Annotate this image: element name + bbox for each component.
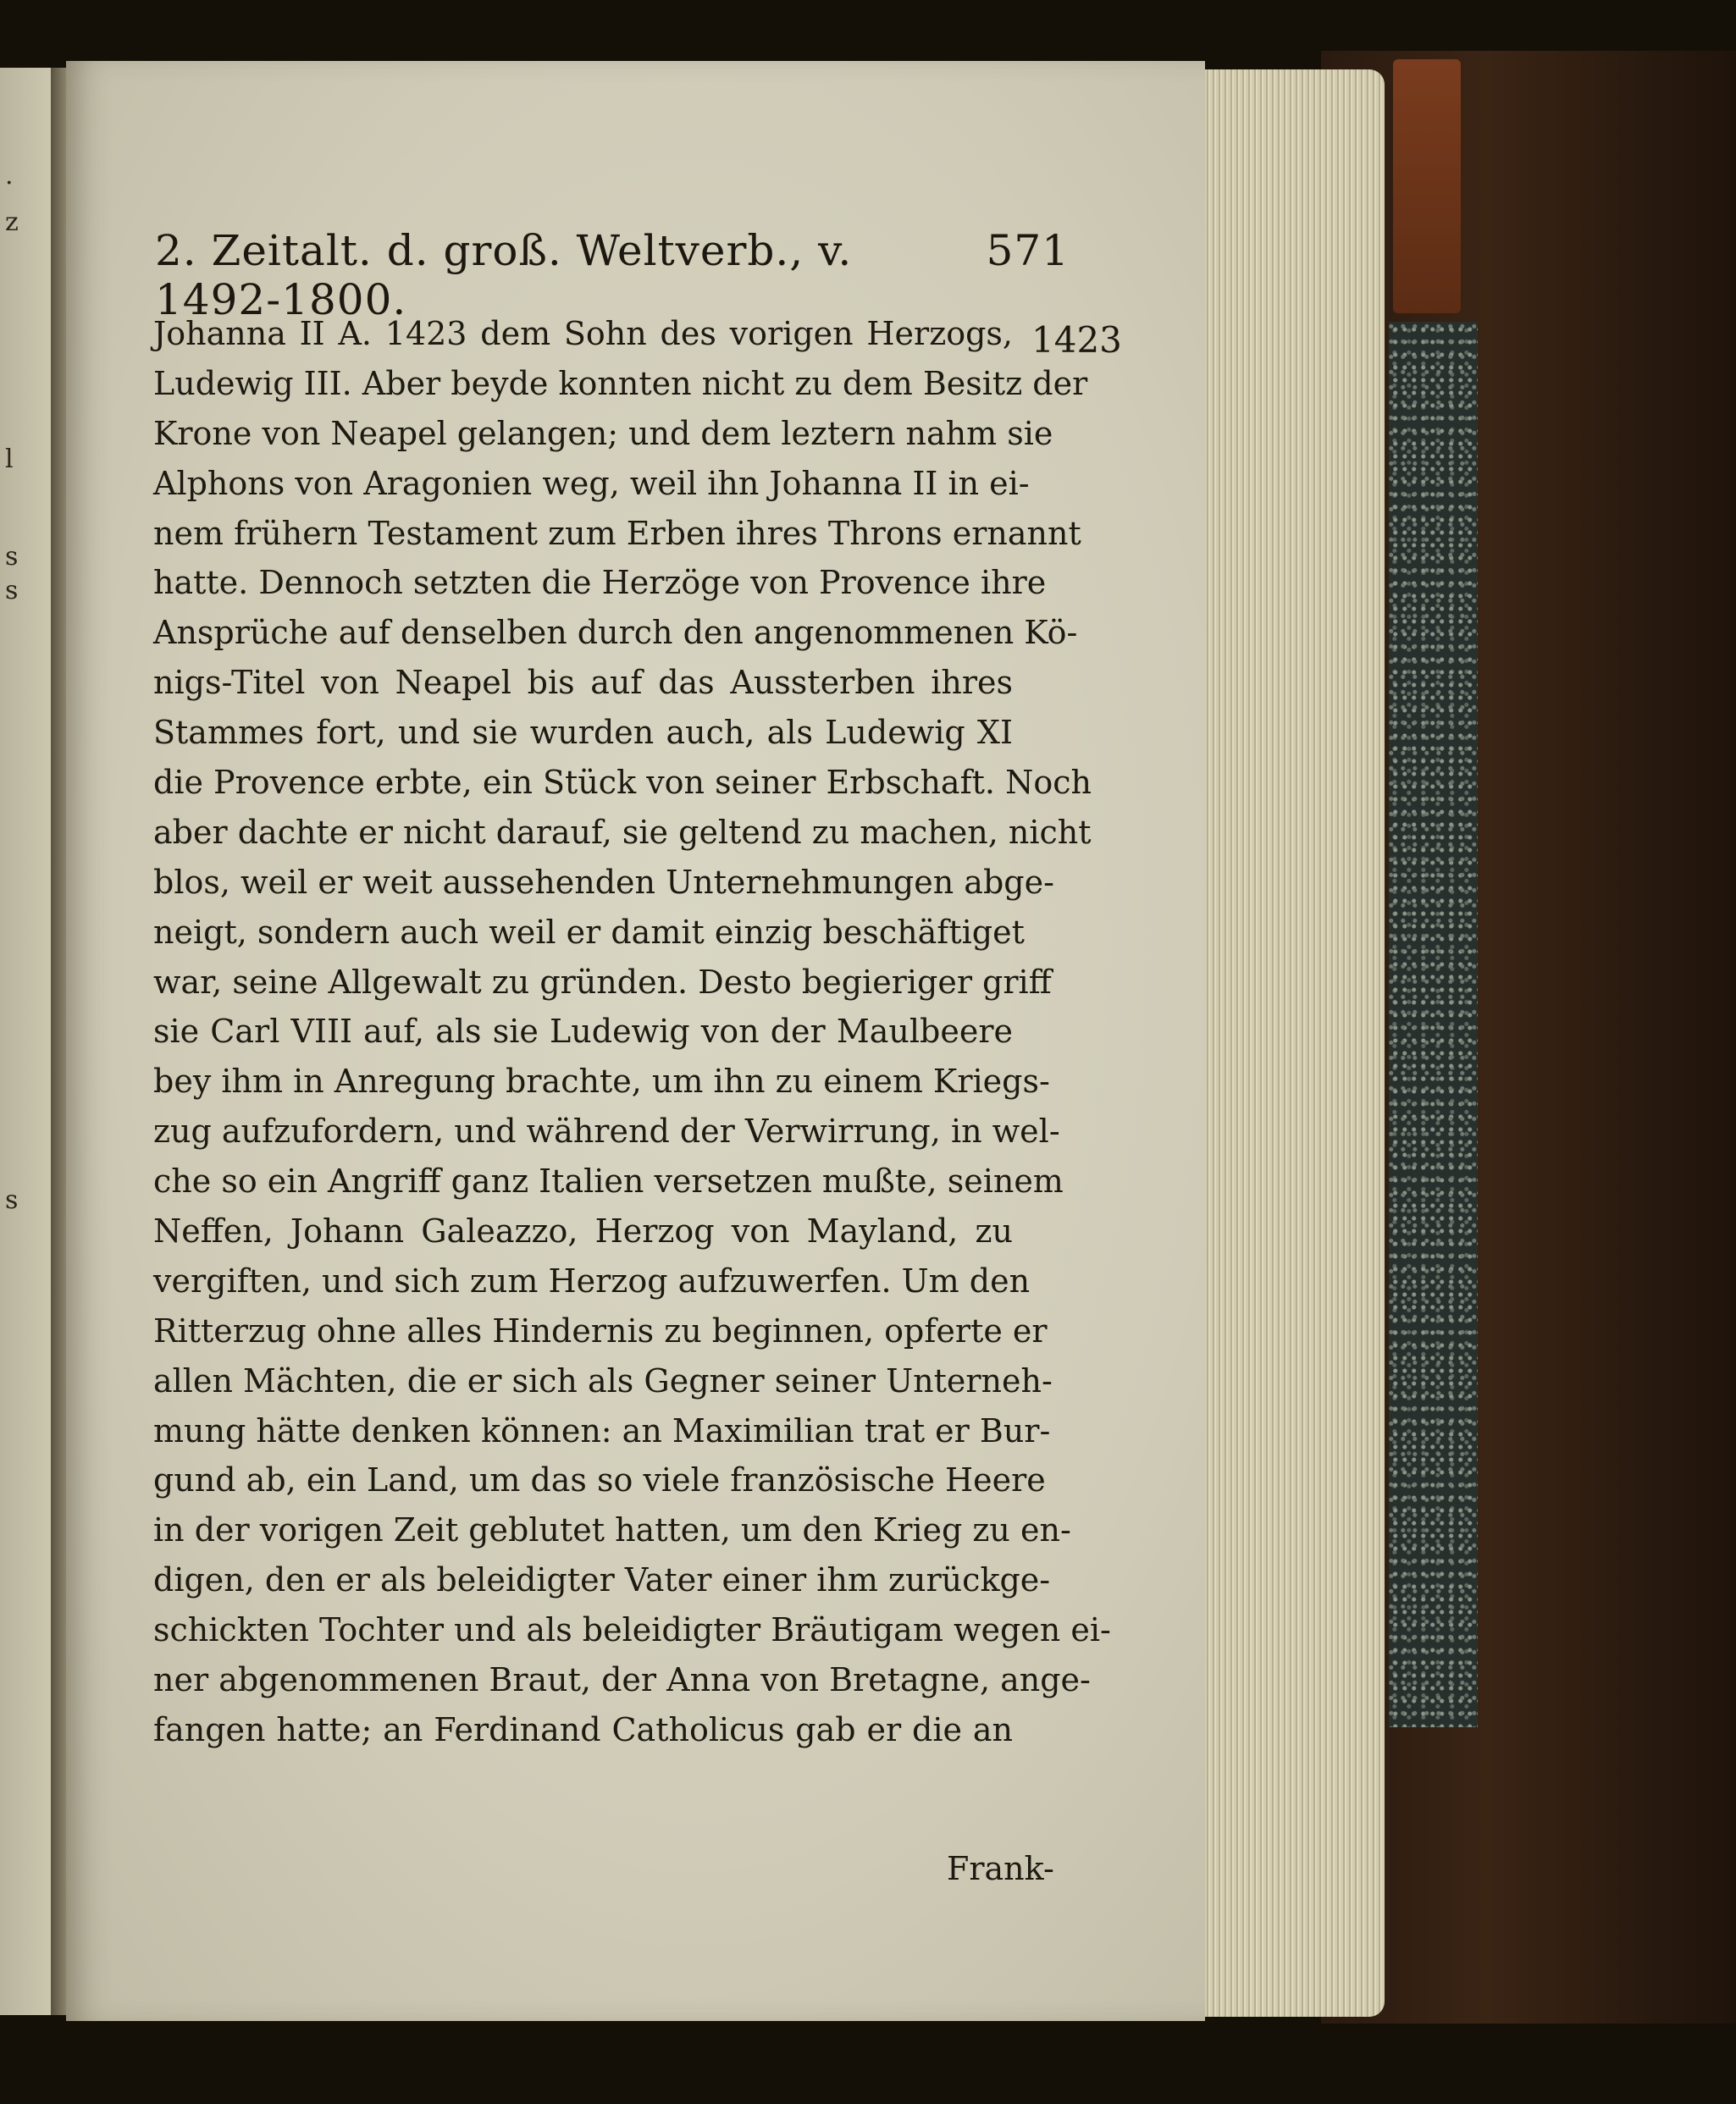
text-line: Ritterzug ohne alles Hindernis zu beginnen, opferte er (153, 1312, 1048, 1350)
text-line: bey ihm in Anregung brachte, um ihn zu einem Kriegs- (153, 1063, 1050, 1101)
text-line: vergiften, und sich zum Herzog aufzuwerfen. Um den (153, 1262, 1031, 1300)
text-line: Neffen, Johann Galeazzo, Herzog von Mayland, zu (153, 1212, 1013, 1251)
left-mark: . (5, 161, 14, 191)
text-line: schickten Tochter und als beleidigter Bräutigam wegen ei- (153, 1611, 1111, 1649)
text-line: aber dachte er nicht darauf, sie geltend zu machen, nicht (153, 813, 1092, 851)
text-line: Ansprüche auf denselben durch den angenommenen Kö- (153, 614, 1078, 652)
body-text (153, 309, 1111, 1755)
text-line: Johanna II A. 1423 dem Sohn des vorigen Herzogs, (153, 315, 1013, 352)
text-line: in der vorigen Zeit geblutet hatten, um den Krieg zu en- (153, 1511, 1071, 1549)
text-line: mung hätte denken können: an Maximilian trat er Bur- (153, 1411, 1051, 1450)
left-mark: s (5, 576, 19, 605)
text-line: blos, weil er weit aussehenden Unternehmungen abge- (153, 863, 1054, 901)
text-line: Alphons von Aragonien weg, weil ihn Johanna II in ei- (153, 464, 1030, 502)
text-line: ner abgenommenen Braut, der Anna von Bretagne, ange- (153, 1661, 1091, 1699)
text-line: war, seine Allgewalt zu gründen. Desto begieriger griff (153, 963, 1052, 1001)
text-line: neigt, sondern auch weil er damit einzig beschäftiget (153, 913, 1025, 951)
page-edges (1198, 69, 1385, 2017)
text-line: Ludewig III. Aber beyde konnten nicht zu dem Besitz der (153, 364, 1088, 402)
text-line: hatte. Dennoch setzten die Herzöge von Provence ihre (153, 564, 1047, 602)
left-mark: l (5, 445, 14, 474)
text-line: fangen hatte; an Ferdinand Catholicus gab er die an (153, 1710, 1013, 1748)
catchword: Frank- (947, 1850, 1054, 1887)
leather-binding (1393, 59, 1461, 313)
text-line: sie Carl VIII auf, als sie Ludewig von der Maulbeere (153, 1013, 1013, 1051)
left-mark: s (5, 542, 19, 572)
text-line: nem frühern Testament zum Erben ihres Throns ernannt (153, 514, 1081, 552)
text-line: die Provence erbte, ein Stück von seiner Erbschaft. Noch (153, 764, 1092, 802)
text-line: che so ein Angriff ganz Italien versetzen mußte, seinem (153, 1162, 1064, 1201)
text-line: gund ab, ein Land, um das so viele französische Heere (153, 1461, 1046, 1499)
left-mark: s (5, 1185, 19, 1215)
text-line: allen Mächten, die er sich als Gegner seiner Unterneh- (153, 1361, 1053, 1400)
text-line: Stammes fort, und sie wurden auch, als Ludewig XI (153, 714, 1013, 752)
text-line: digen, den er als beleidigter Vater einer ihm zurückge- (153, 1561, 1051, 1599)
marbled-cover (1389, 322, 1478, 1727)
left-mark: z (5, 207, 19, 237)
book-page (66, 61, 1205, 2021)
page-number: 571 (986, 226, 1070, 275)
margin-year: 1423 (1031, 319, 1122, 361)
text-line: nigs-Titel von Neapel bis auf das Aussterben ihres (153, 664, 1013, 702)
text-line: zug aufzufordern, und während der Verwirrung, in wel- (153, 1113, 1060, 1151)
text-line: Krone von Neapel gelangen; und dem leztern nahm sie (153, 414, 1053, 452)
running-head-title: 2. Zeitalt. d. groß. Weltverb., v. 1492-1800. (155, 226, 853, 324)
